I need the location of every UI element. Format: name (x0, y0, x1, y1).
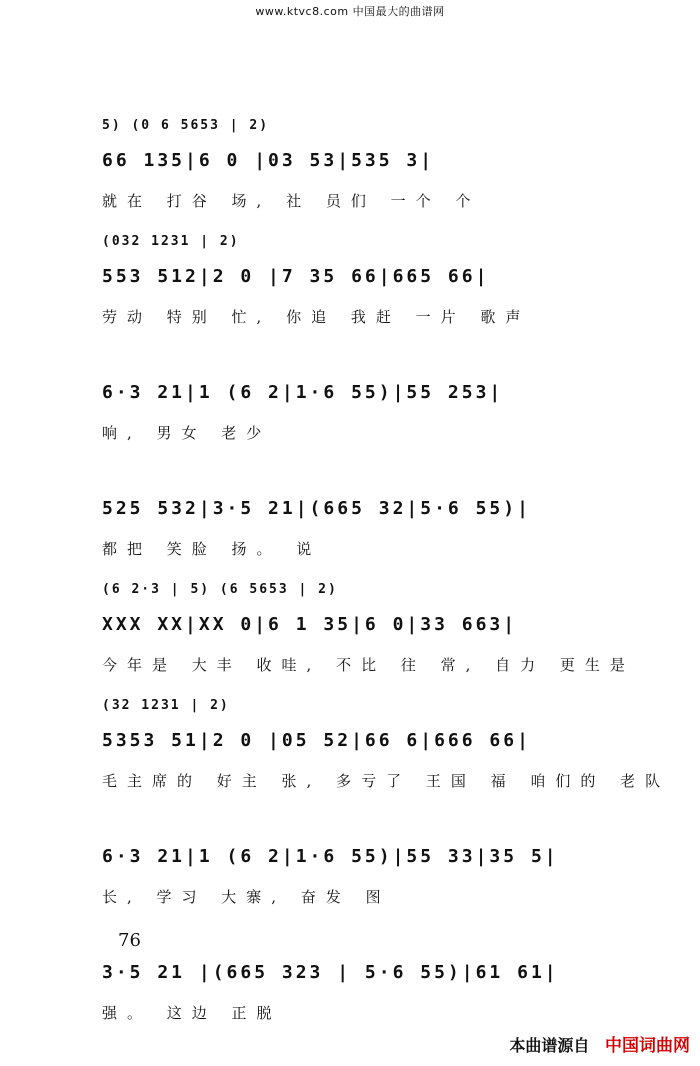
music-system-1 (102, 118, 602, 234)
lyrics-line: 长, 学习 大寨, 奋发 图 (102, 888, 391, 906)
footer-watermark (509, 1031, 690, 1056)
lyrics-line: 劳动 特别 忙, 你追 我赶 一片 歌声 (102, 308, 531, 326)
footer-source-label: 本曲谱源自 (509, 1036, 590, 1055)
page-number: 76 (118, 930, 141, 951)
music-system-7 (102, 814, 602, 930)
music-system-2 (102, 234, 602, 350)
notation-line: 3·5 21 |(665 323 | 5·6 55)|61 61| (102, 962, 559, 983)
footer-site-name: 中国词曲网 (605, 1036, 690, 1056)
notation-line: 6·3 21|1 (6 2|1·6 55)|55 33|35 5| (102, 846, 559, 867)
lyrics-line: 响, 男女 老少 (102, 424, 272, 442)
notation-line: XXX XX|XX 0|6 1 35|6 0|33 663| (102, 614, 518, 635)
music-system-8 (102, 930, 602, 1046)
notation-line: 525 532|3·5 21|(665 32|5·6 55)| (102, 498, 531, 519)
prelude-line: (032 1231 | 2) (102, 234, 240, 249)
lyrics-line: 都把 笑脸 扬。 说 (102, 540, 322, 558)
lyrics-line: 强。 这边 正脱 (102, 1004, 282, 1022)
notation-line: 6·3 21|1 (6 2|1·6 55)|55 253| (102, 382, 504, 403)
lyrics-line: 毛主席的 好主 张, 多亏了 王国 福 咱们的 老队 (102, 772, 671, 790)
music-system-3 (102, 350, 602, 466)
music-system-5 (102, 582, 635, 698)
music-system-6 (102, 698, 671, 814)
notation-line: 66 135|6 0 |03 53|535 3| (102, 150, 435, 171)
prelude-line: 5) (0 6 5653 | 2) (102, 118, 270, 133)
notation-line: 5353 51|2 0 |05 52|66 6|666 66| (102, 730, 531, 751)
lyrics-line: 今年是 大丰 收哇, 不比 往 常, 自力 更生是 (102, 656, 635, 674)
music-sheet (102, 118, 671, 1046)
header-source-line: www.ktvc8.com 中国最大的曲谱网 (255, 5, 445, 18)
lyrics-line: 就在 打谷 场, 社 员们 一个 个 (102, 192, 481, 210)
notation-line: 553 512|2 0 |7 35 66|665 66| (102, 266, 490, 287)
prelude-line: (32 1231 | 2) (102, 698, 230, 713)
music-system-4 (102, 466, 602, 582)
prelude-line: (6 2·3 | 5) (6 5653 | 2) (102, 582, 338, 597)
